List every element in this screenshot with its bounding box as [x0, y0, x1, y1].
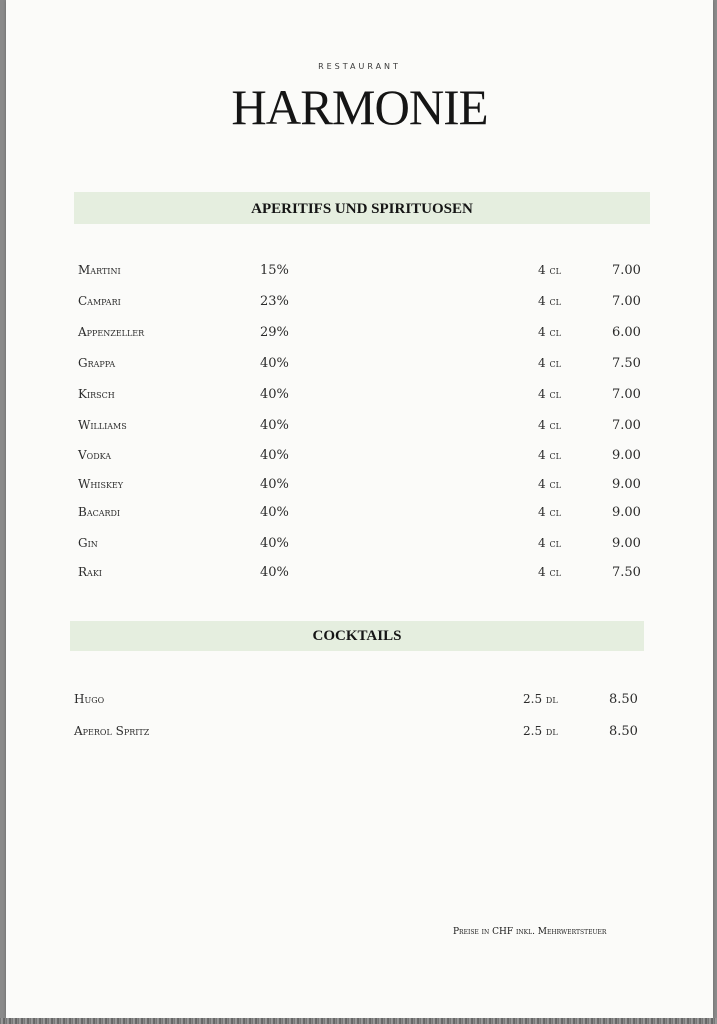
table-surface [0, 1018, 717, 1024]
menu-row [6, 505, 713, 525]
item-name: Gin [78, 536, 98, 550]
menu-row [6, 387, 713, 407]
menu-row [6, 477, 713, 497]
item-price: 6.00 [612, 325, 641, 340]
item-volume: 4 cl [538, 387, 561, 401]
restaurant-label: RESTAURANT [318, 62, 401, 71]
item-name: Whiskey [78, 477, 124, 491]
item-name: Hugo [74, 692, 105, 706]
item-abv: 40% [260, 448, 289, 463]
footer-note: Preise in CHF inkl. Mehrwertsteuer [453, 927, 607, 937]
item-abv: 40% [260, 536, 289, 551]
menu-row [6, 263, 713, 283]
item-volume: 4 cl [538, 356, 561, 370]
item-abv: 15% [260, 263, 289, 278]
item-abv: 40% [260, 565, 289, 580]
menu-row [6, 565, 713, 585]
item-price: 8.50 [609, 692, 638, 707]
item-name: Martini [78, 263, 121, 277]
item-volume: 4 cl [538, 263, 561, 277]
item-price: 9.00 [612, 448, 641, 463]
item-abv: 23% [260, 294, 289, 309]
item-price: 9.00 [612, 477, 641, 492]
menu-row [6, 536, 713, 556]
item-name: Aperol Spritz [74, 724, 150, 738]
item-abv: 40% [260, 505, 289, 520]
item-price: 7.00 [612, 294, 641, 309]
item-name: Campari [78, 294, 121, 308]
item-volume: 4 cl [538, 418, 561, 432]
item-name: Raki [78, 565, 102, 579]
menu-page [6, 0, 713, 1018]
item-name: Kirsch [78, 387, 115, 401]
item-volume: 2.5 dl [523, 692, 558, 706]
item-name: Williams [78, 418, 127, 432]
item-price: 9.00 [612, 505, 641, 520]
restaurant-logo: HARMONIE [231, 79, 488, 135]
item-price: 7.00 [612, 387, 641, 402]
item-price: 7.50 [612, 565, 641, 580]
item-price: 7.50 [612, 356, 641, 371]
item-volume: 4 cl [538, 477, 561, 491]
menu-row [6, 356, 713, 376]
item-volume: 4 cl [538, 536, 561, 550]
item-price: 7.00 [612, 418, 641, 433]
item-abv: 40% [260, 418, 289, 433]
item-price: 7.00 [612, 263, 641, 278]
item-abv: 40% [260, 356, 289, 371]
menu-row [6, 325, 713, 345]
menu-row [6, 294, 713, 314]
item-volume: 4 cl [538, 505, 561, 519]
menu-row [6, 418, 713, 438]
section-title-cocktails: COCKTAILS [70, 621, 644, 651]
item-name: Vodka [78, 448, 112, 462]
item-name: Bacardi [78, 505, 121, 519]
item-volume: 4 cl [538, 565, 561, 579]
item-price: 9.00 [612, 536, 641, 551]
section-title-spirits: APERITIFS UND SPIRITUOSEN [74, 192, 650, 224]
item-volume: 4 cl [538, 294, 561, 308]
menu-row [6, 448, 713, 468]
item-volume: 4 cl [538, 448, 561, 462]
item-abv: 40% [260, 477, 289, 492]
item-abv: 29% [260, 325, 289, 340]
item-volume: 2.5 dl [523, 724, 558, 738]
item-abv: 40% [260, 387, 289, 402]
menu-row [6, 692, 713, 712]
item-name: Appenzeller [78, 325, 145, 339]
item-price: 8.50 [609, 724, 638, 739]
item-volume: 4 cl [538, 325, 561, 339]
item-name: Grappa [78, 356, 116, 370]
menu-row [6, 724, 713, 744]
